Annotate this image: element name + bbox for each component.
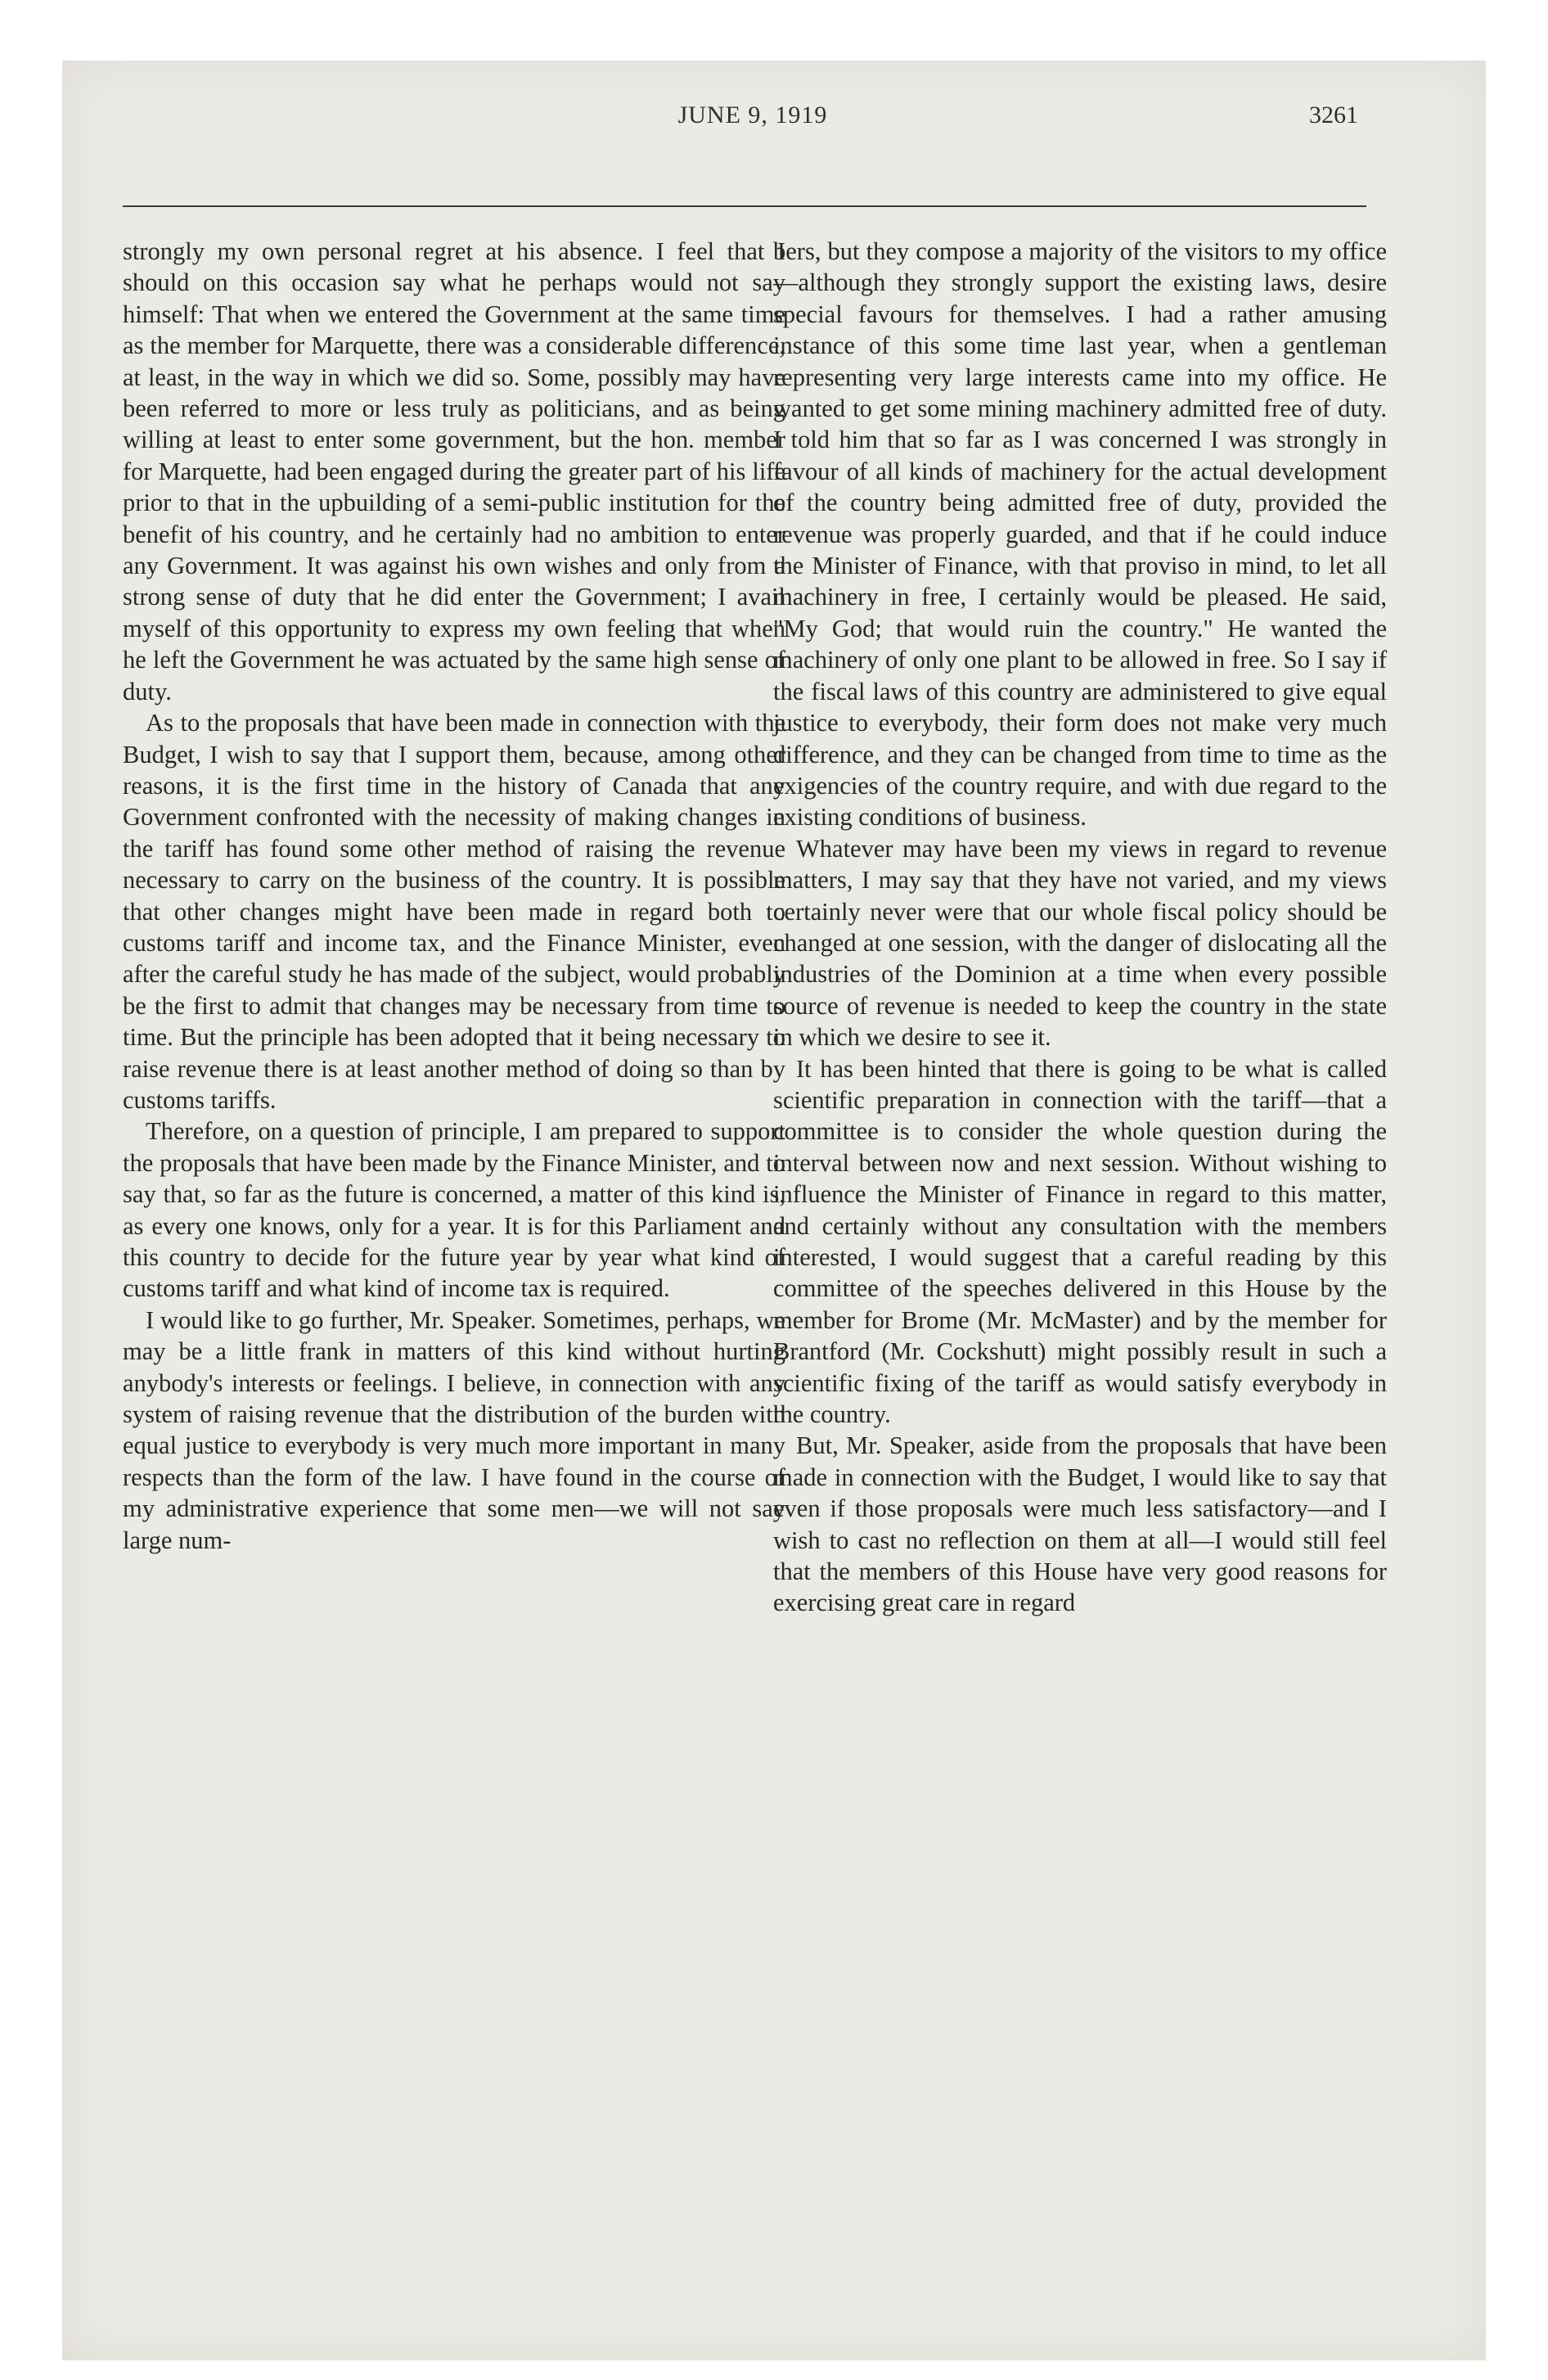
left-paragraph-4: I would like to go further, Mr. Speaker. Sometimes, perhaps, we may be a little frank in matters of this kind without hurting anybody's interests or feelings. I believe, in connection with any system of raising revenue that the distribution of the burden with equal justice to everybody is very much more important in many respects than the form of the law. I have found in the course of my administrative experience that some men—we will not say large num- <box>123 1305 785 1554</box>
left-paragraph-1: strongly my own personal regret at his absence. I feel that I should on this occasion say what he perhaps would not say himself: That when we entered the Government at the same time as the member for Marquette, there was a considerable difference, at least, in the way in which we did so. Some, possibly may have been referred to more or less truly as politicians, and as being willing at least to enter some government, but the hon. member for Marquette, had been engaged during the greater part of his life prior to that in the upbuilding of a semi-public institution for the benefit of his country, and he certainly had no ambition to enter any Government. It was against his own wishes and only from a strong sense of duty that he did enter the Government; I avail myself of this opportunity to express my own feeling that when he left the Government he was actuated by the same high sense of duty. <box>123 237 785 705</box>
left-column <box>123 236 785 1556</box>
header-date: JUNE 9, 1919 <box>677 101 828 128</box>
right-paragraph-4: But, Mr. Speaker, aside from the proposals that have been made in connection with the Budget, I would like to say that even if those proposals were much less satisfactory—and I wish to cast no reflection on them at all—I would still feel that the members of this House have very good reasons for exercising great care in regard <box>773 1431 1387 1617</box>
left-paragraph-3: Therefore, on a question of principle, I am prepared to support the proposals that have been made by the Finance Minister, and to say that, so far as the future is concerned, a matter of this kind is, as every one knows, only for a year. It is for this Parliament and this country to decide for the future year by year what kind of customs tariff and what kind of income tax is required. <box>123 1117 785 1303</box>
header-rule <box>123 205 1366 207</box>
right-paragraph-2: Whatever may have been my views in regard to revenue matters, I may say that they have not varied, and my views certainly never were that our whole fiscal policy should be changed at one session, with the danger of dislocating all the industries of the Dominion at a time when every possible source of revenue is needed to keep the country in the state in which we desire to see it. <box>773 834 1387 1052</box>
right-paragraph-3: It has been hinted that there is going to be what is called scientific preparation in connection with the tariff—that a committee is to consider the whole question during the interval between now and next session. Without wishing to influence the Minister of Finance in regard to this matter, and certainly without any consultation with the members interested, I would suggest that a careful reading by this committee of the speeches delivered in this House by the member for Brome (Mr. McMaster) and by the member for Brantford (Mr. Cockshutt) might possibly result in such a scientific fixing of the tariff as would satisfy everybody in the country. <box>773 1054 1387 1429</box>
header-page-number: 3261 <box>1309 101 1358 128</box>
right-column <box>773 236 1387 1619</box>
right-paragraph-1: bers, but they compose a majority of the visitors to my office—although they strongly support the existing laws, desire special favours for themselves. I had a rather amusing instance of this some time last year, when a gentleman representing very large interests came into my office. He wanted to get some mining machinery admitted free of duty. I told him that so far as I was concerned I was strongly in favour of all kinds of machinery for the actual development of the country being admitted free of duty, provided the revenue was properly guarded, and that if he could induce the Minister of Finance, with that proviso in mind, to let all machinery in free, I certainly would be pleased. He said, "My God; that would ruin the country." He wanted the machinery of only one plant to be allowed in free. So I say if the fiscal laws of this country are administered to give equal justice to everybody, their form does not make very much difference, and they can be changed from time to time as the exigencies of the country require, and with due regard to the existing conditions of business. <box>773 237 1387 832</box>
left-paragraph-2: As to the proposals that have been made in connection with the Budget, I wish to say that I support them, because, among other reasons, it is the first time in the history of Canada that any Government confronted with the necessity of making changes in the tariff has found some other method of raising the revenue necessary to carry on the business of the country. It is possible that other changes might have been made in regard both to customs tariff and income tax, and the Finance Minister, even after the careful study he has made of the subject, would probably be the first to admit that changes may be necessary from time to time. But the principle has been adopted that it being necessary to raise revenue there is at least another method of doing so than by customs tariffs. <box>123 709 785 1114</box>
page-header <box>123 82 1383 147</box>
